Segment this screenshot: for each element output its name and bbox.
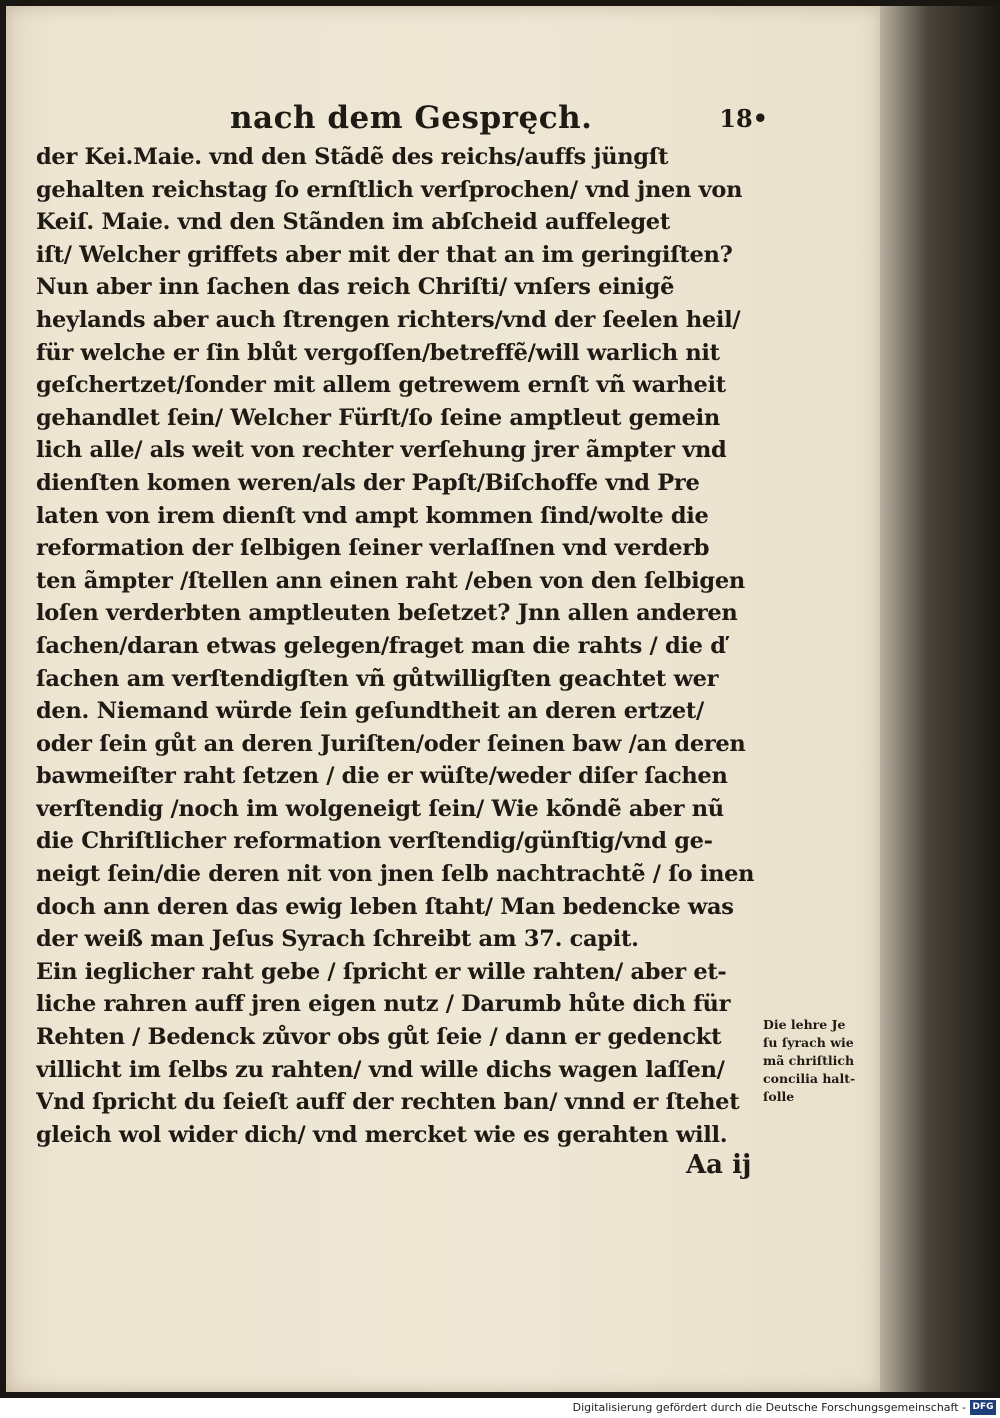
text-line: Keiſ. Maie. vnd den Stãnden im abſcheid auffeleget: [36, 209, 670, 236]
text-line: oder ſein gůt an deren Juriſten/oder ſeinen baw /an deren: [36, 730, 746, 757]
text-line: den. Niemand würde ſein geſundtheit an deren ertzet/: [36, 698, 704, 725]
text-line: liche rahren auff jren eigen nutz / Darumb hůte dich für: [36, 991, 731, 1018]
folio-number: 18•: [719, 104, 768, 133]
text-line: ſachen/daran etwas gelegen/fraget man die rahts / die ď: [36, 632, 726, 659]
text-line: dienſten komen weren/als der Papſt/Biſchoffe vnd Pre: [36, 469, 700, 496]
footer-bar: [0, 1398, 1000, 1418]
text-line: Vnd ſpricht du ſeieſt auff der rechten ban/ vnnd er ſtehet: [36, 1089, 740, 1116]
text-line: geſchertzet/ſonder mit allem getrewem ernſt vñ warheit: [36, 372, 726, 399]
marginal-note-line: mã chriſtlich: [763, 1053, 855, 1068]
text-line: Nun aber inn ſachen das reich Chriſti/ vnſers einigẽ: [36, 274, 675, 301]
marginal-note-line: ſu ſyrach wie: [763, 1035, 854, 1050]
text-line: gehalten reichstag ſo ernſtlich verſprochen/ vnd jnen von: [36, 176, 743, 203]
text-line: verſtendig /noch im wolgeneigt ſein/ Wie kõndẽ aber nũ: [36, 795, 724, 822]
marginal-note-line: concilia halt-: [763, 1071, 856, 1086]
text-line: villicht im ſelbs zu rahten/ vnd wille dichs wagen laſſen/: [36, 1056, 725, 1083]
footer-credit: Digitalisierung gefördert durch die Deutsche Forschungsgemeinschaft -: [572, 1401, 966, 1414]
running-head: [230, 100, 770, 140]
text-line: ſachen am verſtendigſten vñ gůtwilligſten geachtet wer: [36, 665, 719, 692]
text-line: gleich wol wider dich/ vnd mercket wie es gerahten will.: [36, 1121, 728, 1148]
text-line: heylands aber auch ſtrengen richters/vnd der ſeelen heil/: [36, 306, 741, 333]
running-head-title: nach dem Gespręch.: [230, 100, 593, 136]
text-line: die Chriſtlicher reformation verſtendig/günſtig/vnd ge-: [36, 828, 713, 855]
text-line: ten ãmpter /ſtellen ann einen raht /eben von den ſelbigen: [36, 567, 745, 594]
text-line: neigt ſein/die deren nit von jnen ſelb nachtrachtẽ / ſo inen: [36, 861, 755, 888]
text-line: laten von irem dienſt vnd ampt kommen ſind/wolte die: [36, 502, 709, 529]
text-line: der weiß man Jeſus Syrach ſchreibt am 37. capit.: [36, 926, 639, 953]
text-line: bawmeiſter raht ſetzen / die er wüſte/weder diſer ſachen: [36, 763, 728, 790]
text-line: loſen verderbten amptleuten beſetzet? Jnn allen anderen: [36, 600, 738, 627]
text-line: reformation der ſelbigen ſeiner verlaſſnen vnd verderb: [36, 535, 710, 562]
text-line: Rehten / Bedenck zůvor obs gůt ſeie / dann er gedenckt: [36, 1024, 722, 1051]
marginal-note: [763, 1016, 875, 1106]
signature-mark: Aa ij: [686, 1150, 752, 1180]
text-line: für welche er ſin blůt vergoſſen/betreffẽ/will warlich nit: [36, 339, 720, 366]
page-edge-shadow: [880, 6, 1000, 1392]
text-line: der Kei.Maie. vnd den Stãdẽ des reichs/auffs jüngſt: [36, 144, 669, 170]
dfg-logo[interactable]: DFG: [970, 1400, 996, 1415]
marginal-note-line: Die lehre Je: [763, 1017, 846, 1032]
text-line: gehandlet ſein/ Welcher Fürſt/ſo ſeine amptleut gemein: [36, 404, 720, 431]
text-line: Ein ieglicher raht gebe / ſpricht er wille rahten/ aber et-: [36, 958, 727, 985]
text-line: iſt/ Welcher griffets aber mit der that an im geringiſten?: [36, 241, 733, 268]
body-text-block: [36, 141, 760, 1151]
marginal-note-line: ſolle: [763, 1089, 795, 1104]
text-line: doch ann deren das ewig leben ſtaht/ Man bedencke was: [36, 893, 734, 920]
text-line: lich alle/ als weit von rechter verſehung jrer ãmpter vnd: [36, 437, 727, 464]
